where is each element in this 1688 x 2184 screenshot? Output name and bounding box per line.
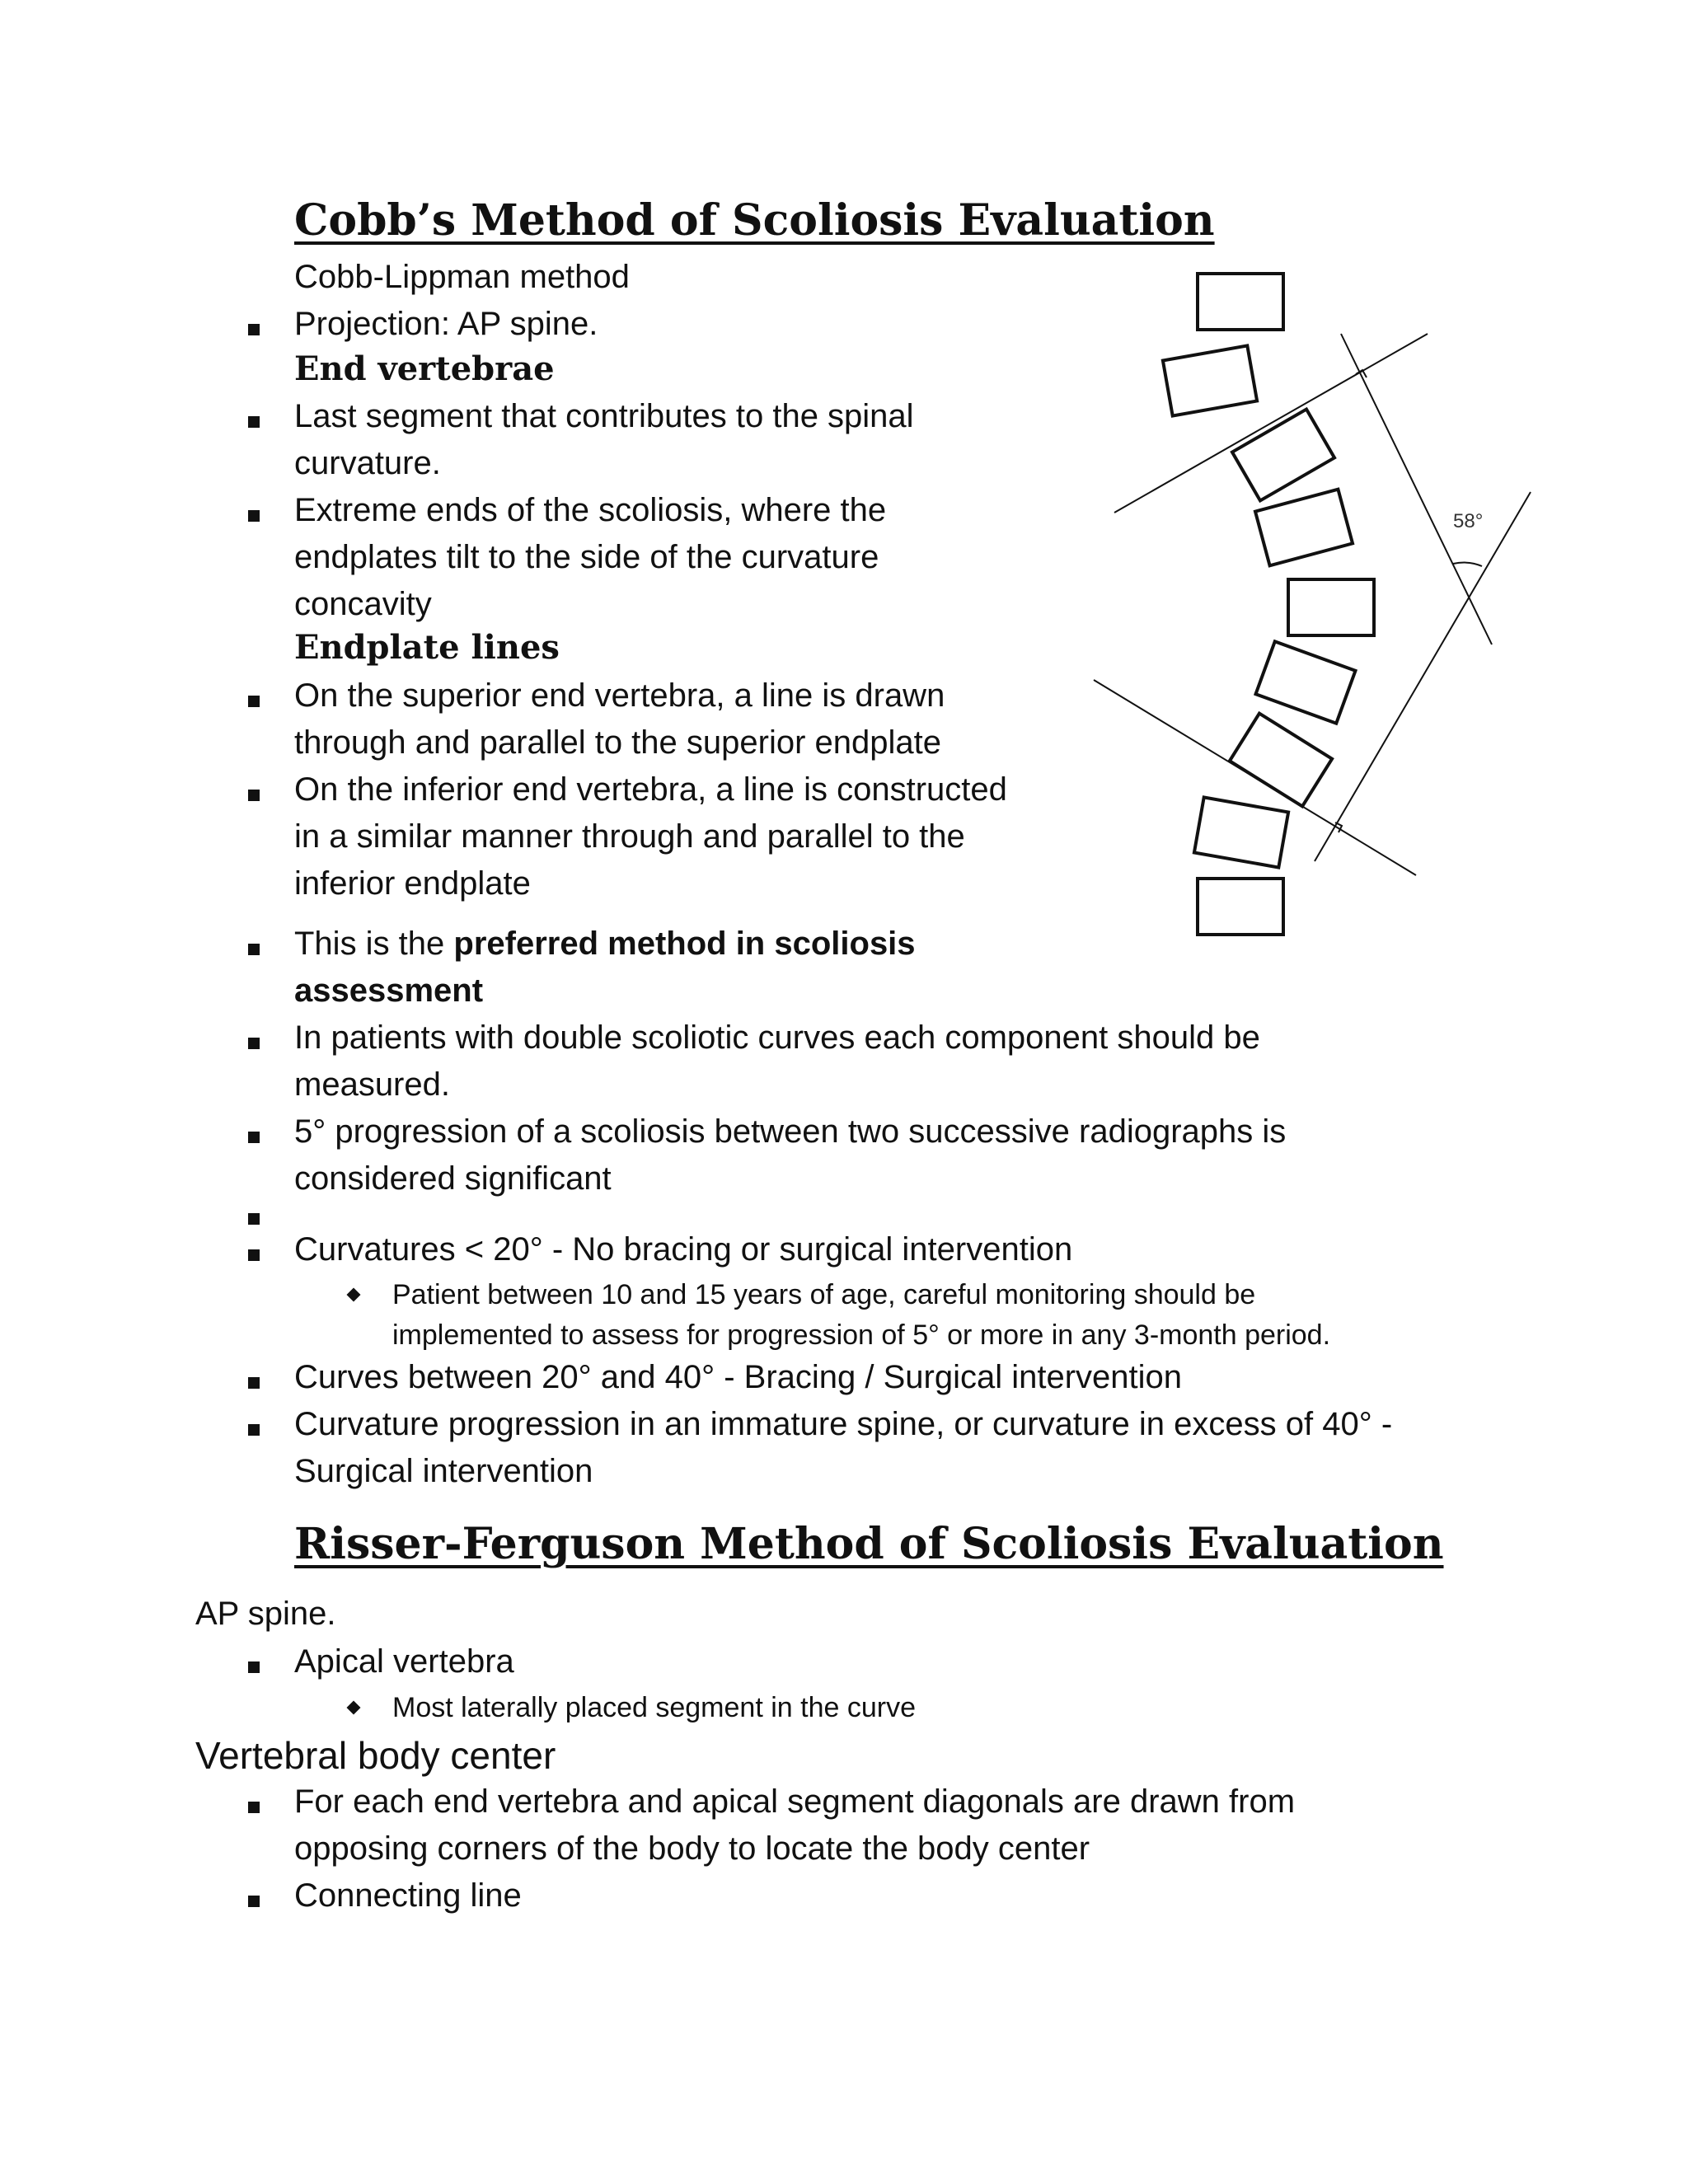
end-vertebrae-item-1: curvature. xyxy=(294,445,441,481)
under-20-sub-item: implemented to assess for progression of 5° or more in any 3-month period. xyxy=(392,1319,1331,1351)
diagonals-item: For each end vertebra and apical segment diagonals are drawn from xyxy=(294,1783,1296,1820)
bullet-icon xyxy=(248,1377,260,1389)
preferred-bold: preferred method in scoliosis xyxy=(453,926,916,962)
bullet-icon xyxy=(248,324,260,335)
double-curves-item: In patients with double scoliotic curves each component should be xyxy=(294,1019,1260,1056)
end-vertebrae-item-1: Last segment that contributes to the spinal xyxy=(294,398,914,434)
bullet-icon xyxy=(248,416,260,428)
apical-sub-item: Most laterally placed segment in the curve xyxy=(392,1692,916,1723)
endplate-lines-item-2: in a similar manner through and parallel to the xyxy=(294,818,965,855)
end-vertebrae-item-2: endplates tilt to the side of the curvature xyxy=(294,539,879,575)
end-vertebrae-item-2: Extreme ends of the scoliosis, where the xyxy=(294,492,887,528)
bullet-icon xyxy=(248,1038,260,1049)
vertebra-shape xyxy=(1163,345,1257,415)
preferred-prefix: This is the xyxy=(294,926,454,962)
vertebra-shape xyxy=(1255,490,1353,566)
diagonals-item: opposing corners of the body to locate the body center xyxy=(294,1830,1090,1867)
bullet-icon xyxy=(248,790,260,801)
under-20-item: Curvatures < 20° - No bracing or surgical intervention xyxy=(294,1231,1073,1268)
risser-projection: AP spine. xyxy=(195,1596,336,1632)
endplate-lines-item-1: through and parallel to the superior endplate xyxy=(294,724,941,761)
angle-label: 58° xyxy=(1453,510,1484,532)
bullet-icon xyxy=(248,1249,260,1261)
risser-title: Risser-Ferguson Method of Scoliosis Evaluation xyxy=(294,1519,1444,1569)
vertebra-shape xyxy=(1194,797,1288,867)
inferior-endplate-line xyxy=(1094,680,1416,875)
cobb-alt-name: Cobb-Lippman method xyxy=(294,259,630,295)
cobb-title: Cobb’s Method of Scoliosis Evaluation xyxy=(294,195,1215,246)
body-center-heading: Vertebral body center xyxy=(195,1734,556,1777)
vertebra-shape xyxy=(1198,879,1283,935)
excess-40-item: Surgical intervention xyxy=(294,1453,593,1489)
vertebra-shape xyxy=(1288,579,1374,635)
bullet-icon xyxy=(248,1132,260,1143)
bullet-icon xyxy=(248,1213,260,1225)
double-curves-item: measured. xyxy=(294,1066,450,1103)
bullet-icon xyxy=(248,1802,260,1813)
bullet-icon xyxy=(248,1424,260,1436)
progression-item: 5° progression of a scoliosis between two successive radiographs is xyxy=(294,1113,1287,1150)
bullet-icon xyxy=(248,944,260,955)
preferred-method: assessment xyxy=(294,972,484,1009)
angle-arc xyxy=(1453,563,1482,566)
excess-40-item: Curvature progression in an immature spine, or curvature in excess of 40° - xyxy=(294,1406,1393,1442)
diamond-bullet-icon xyxy=(347,1288,361,1302)
bullet-icon xyxy=(248,696,260,707)
cobb-projection: Projection: AP spine. xyxy=(294,306,598,342)
vertebra-shape xyxy=(1198,274,1283,330)
cobb-angle-diagram xyxy=(1088,264,1550,956)
apical-vertebra-item: Apical vertebra xyxy=(294,1643,514,1680)
diamond-bullet-icon xyxy=(347,1701,361,1715)
endplate-lines-item-2: On the inferior end vertebra, a line is constructed xyxy=(294,771,1007,808)
connecting-line-item: Connecting line xyxy=(294,1877,522,1914)
end-vertebrae-heading: End vertebrae xyxy=(294,349,555,388)
vertebra-shape xyxy=(1256,641,1356,723)
bullet-icon xyxy=(248,1661,260,1673)
inferior-perpendicular-line xyxy=(1315,492,1531,861)
vertebra-shape xyxy=(1232,410,1334,501)
endplate-lines-heading: Endplate lines xyxy=(294,628,560,667)
bullet-icon xyxy=(248,510,260,522)
under-20-sub-item: Patient between 10 and 15 years of age, careful monitoring should be xyxy=(392,1279,1256,1310)
endplate-lines-item-1: On the superior end vertebra, a line is drawn xyxy=(294,677,945,714)
bullet-icon xyxy=(248,1896,260,1907)
endplate-lines-item-2: inferior endplate xyxy=(294,865,531,902)
between-20-40-item: Curves between 20° and 40° - Bracing / Surgical intervention xyxy=(294,1359,1183,1395)
end-vertebrae-item-2: concavity xyxy=(294,586,432,622)
progression-item: considered significant xyxy=(294,1160,612,1197)
preferred-method xyxy=(294,921,916,967)
